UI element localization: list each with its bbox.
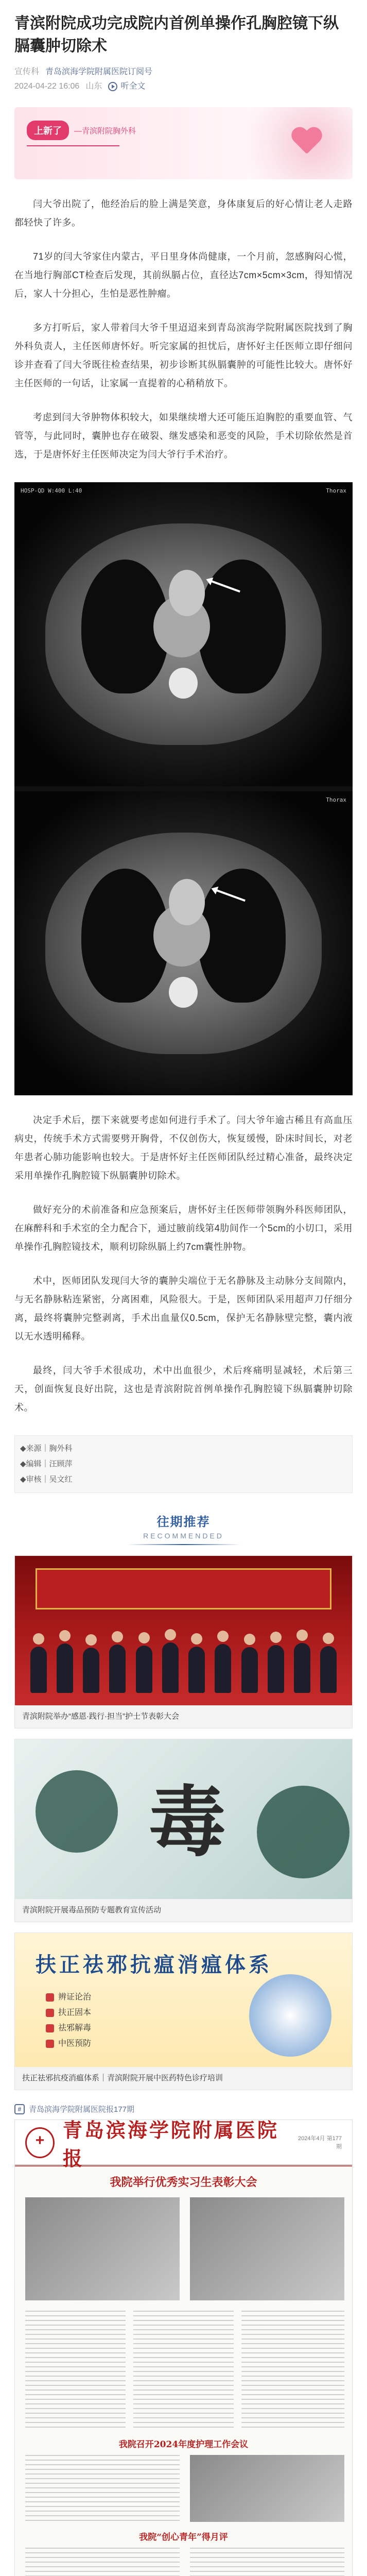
recommend-header bbox=[14, 1512, 353, 1545]
article-meta-row2 bbox=[14, 79, 353, 94]
person-figure bbox=[294, 1643, 310, 1693]
ct-scan-image[interactable] bbox=[14, 482, 353, 1095]
body-paragraph: 多方打听后，家人带着闫大爷千里迢迢来到青岛滨海学院附属医院找到了胸外科负责人，主任医师唐怀好。听完家属的担忧后，唐怀好主任医师立即仔细问诊并查看了闫大爷既往检查结果，初步诊断其纵膈囊肿的可能性比较大。唐怀好主任医师的一句话，让家属一直提着的心稍稍放下。 bbox=[14, 323, 353, 388]
person-figure bbox=[188, 1647, 205, 1693]
banner-tag-main: 上新了 bbox=[27, 121, 69, 140]
ct-spine bbox=[169, 668, 198, 699]
recommend-card[interactable] bbox=[14, 1555, 353, 1728]
newspaper-column bbox=[241, 2311, 344, 2429]
newspaper-photo bbox=[190, 2197, 344, 2300]
poster-list-item bbox=[46, 2005, 91, 2021]
poster-heading: 扶正祛邪抗瘟消瘟体系 bbox=[36, 1953, 272, 1977]
banner-background bbox=[219, 107, 353, 179]
ct-scan-slice-bottom bbox=[14, 791, 353, 1095]
banner-tag bbox=[27, 121, 136, 140]
poster-list-text: 扶正固本 bbox=[58, 2008, 92, 2017]
recommend-image bbox=[15, 1556, 352, 1705]
credit-source: ◆来源｜胸外科 bbox=[20, 1444, 73, 1453]
ct-cyst-mass bbox=[169, 570, 205, 616]
newspaper-subheadline: 我院召开2024年度护理工作会议 bbox=[118, 2439, 249, 2450]
recommend-image bbox=[15, 1933, 352, 2067]
body-paragraph: 71岁的闫大爷家住内蒙古，平日里身体尚健康，一个月前，忽感胸闷心慌，在当地行胸部CT检查后发现，其前纵膈占位，直径达7cm×5cm×3cm，得知情况后，家人十分担心，生怕是恶性肿瘤。 bbox=[14, 251, 353, 299]
body-paragraph: 术中，医师团队发现闫大爷的囊肿尖端位于无名静脉及主动脉分支间隙内，与无名静脉粘连紧密，分离困难，风险很大。于是，医师团队采用超声刀仔细分离，最终将囊肿完整剥离，手术出血量仅0.5cm，保护无名静脉壁完整，囊内液以无水透明稀释。 bbox=[14, 1276, 353, 1342]
ct-label-right: Thorax bbox=[326, 487, 346, 494]
body-paragraph: 闫大爷出院了，他经治后的脸上满是笑意，身体康复后的好心情让老人走路都轻快了许多。 bbox=[14, 199, 353, 228]
ct-scan-slice-top bbox=[14, 482, 353, 786]
bullet-icon bbox=[46, 2009, 54, 2017]
newspaper-issue: 2024年4月 第177期 bbox=[298, 2135, 342, 2150]
decor-blob bbox=[36, 1770, 118, 1853]
person-figure bbox=[320, 1646, 337, 1693]
newspaper-column bbox=[25, 2311, 126, 2429]
recommend-subtitle: RECOMMENDED bbox=[143, 1532, 224, 1540]
person-figure bbox=[162, 1642, 179, 1693]
article-title: 青滨附院成功完成院内首例单操作孔胸腔镜下纵膈囊肿切除术 bbox=[14, 15, 339, 55]
play-audio-icon bbox=[108, 82, 117, 91]
bullet-icon bbox=[46, 1993, 54, 2002]
listen-button[interactable] bbox=[108, 79, 145, 94]
person-figure bbox=[136, 1646, 152, 1693]
hashtag-icon: # bbox=[14, 2104, 25, 2114]
person-figure bbox=[30, 1647, 47, 1693]
article-meta bbox=[14, 65, 353, 79]
poster-list-text: 祛邪解毒 bbox=[58, 2024, 92, 2032]
department-banner bbox=[14, 107, 353, 179]
poster-list-text: 辨证论治 bbox=[58, 1993, 92, 2002]
recommend-caption: 青滨附院举办“感恩·践行·担当”护士节表彰大会 bbox=[15, 1705, 352, 1728]
newspaper-photo bbox=[25, 2197, 180, 2300]
decor-blob bbox=[257, 1786, 349, 1878]
person-figure bbox=[57, 1643, 73, 1693]
recommend-divider bbox=[127, 1544, 240, 1545]
stage-backdrop bbox=[36, 1568, 331, 1609]
person-figure bbox=[109, 1645, 126, 1693]
recommend-title: 往期推荐 bbox=[156, 1515, 211, 1529]
banner-underline bbox=[27, 145, 119, 146]
newspaper-headline: 我院举行优秀实习生表彰大会 bbox=[110, 2176, 257, 2189]
poster-list-item bbox=[46, 2036, 91, 2052]
credit-editor: ◆编辑｜汪顾萍 bbox=[20, 1460, 73, 1468]
poster-list-item bbox=[46, 1990, 91, 2005]
ct-spine bbox=[169, 977, 198, 1008]
hospital-logo-icon bbox=[25, 2127, 55, 2158]
newspaper-photo bbox=[190, 2455, 344, 2522]
newspaper-masthead bbox=[15, 2120, 352, 2170]
recommend-caption: 青滨附院开展毒品预防专题教育宣传活动 bbox=[15, 1899, 352, 1922]
poster-illustration bbox=[249, 1974, 331, 2057]
credit-reviewer: ◆审核｜吴文红 bbox=[20, 1475, 73, 1484]
publish-location: 山东 bbox=[85, 82, 102, 91]
poster-character: 毒 bbox=[149, 1777, 226, 1868]
recommend-card[interactable] bbox=[14, 1739, 353, 1922]
account-name-link[interactable]: 青岛滨海学院附属医院订阅号 bbox=[45, 67, 153, 76]
topic-link[interactable] bbox=[14, 2104, 353, 2114]
poster-list-item bbox=[46, 2021, 91, 2036]
body-paragraph: 考虑到闫大爷肿物体积较大，如果继续增大还可能压迫胸腔的重要血管、气管等，与此同时，囊肿也存在破裂、继发感染和恶变的风险，手术切除依然是首选，于是唐怀好主任医师决定为闫大爷行手术治疗。 bbox=[14, 412, 353, 460]
body-paragraph: 最终，闫大爷手术很成功，术中出血很少，术后疼痛明显减轻，术后第三天，创面恢复良好出院，这也是青滨附院首例单操作孔胸腔镜下纵膈囊肿切除术。 bbox=[14, 1365, 353, 1413]
recommend-card[interactable] bbox=[14, 1933, 353, 2090]
ct-cyst-mass bbox=[169, 879, 205, 925]
newspaper-column bbox=[190, 2548, 344, 2576]
listen-label: 听全文 bbox=[120, 82, 146, 91]
poster-list-text: 中医预防 bbox=[58, 2039, 92, 2048]
recommend-caption: 扶正祛邪抗疫消瘟体系｜青滨附院开展中医药特色诊疗培训 bbox=[15, 2067, 352, 2090]
group-photo bbox=[25, 1631, 342, 1693]
recommend-image bbox=[15, 1739, 352, 1899]
body-paragraph: 决定手术后，摆下来就要考虑如何进行手术了。闫大爷年逾古稀且有高血压病史，传统手术方式需要劈开胸骨，不仅创伤大，恢复缓慢，卧床时间长，对老年患者心肺功能影响也较大。于是唐怀好主任医师团队经过精心准备，最终决定采用单操作孔胸腔镜下纵膈囊肿切除术。 bbox=[14, 1115, 353, 1181]
bullet-icon bbox=[46, 2040, 54, 2048]
topic-label: 青岛滨海学院附属医院报177期 bbox=[29, 2105, 135, 2114]
ct-label-left: HOSP-QD W:400 L:40 bbox=[21, 487, 82, 494]
person-figure bbox=[215, 1644, 231, 1693]
body-paragraph: 做好充分的术前准备和应急预案后，唐怀好主任医师带领胸外科医师团队，在麻醉科和手术室的全力配合下，通过腋前线第4肋间作一个5cm的小切口，采用单操作孔胸腔镜技术，顺利切除纵膈上约7cm囊性肿物。 bbox=[14, 1205, 353, 1252]
original-tag: 宣传科 bbox=[14, 67, 40, 76]
newspaper-column bbox=[25, 2455, 180, 2522]
banner-tag-sub: —青滨附院胸外科 bbox=[74, 126, 136, 135]
poster-list bbox=[46, 1990, 91, 2052]
bullet-icon bbox=[46, 2024, 54, 2032]
publish-datetime: 2024-04-22 16:06 bbox=[14, 82, 80, 91]
person-figure bbox=[83, 1648, 99, 1693]
newspaper-column bbox=[25, 2548, 180, 2576]
heart-icon bbox=[291, 128, 322, 159]
ct-label-right: Thorax bbox=[326, 796, 346, 803]
newspaper-subheadline: 我院“创心青年”得月评 bbox=[139, 2532, 228, 2543]
newspaper-column bbox=[133, 2311, 234, 2429]
person-figure bbox=[241, 1647, 258, 1693]
newspaper-title: 青岛滨海学院附属医院报 bbox=[62, 2120, 279, 2170]
hospital-newspaper-image[interactable] bbox=[14, 2120, 353, 2576]
article-credits bbox=[14, 1435, 353, 1493]
person-figure bbox=[268, 1645, 284, 1693]
